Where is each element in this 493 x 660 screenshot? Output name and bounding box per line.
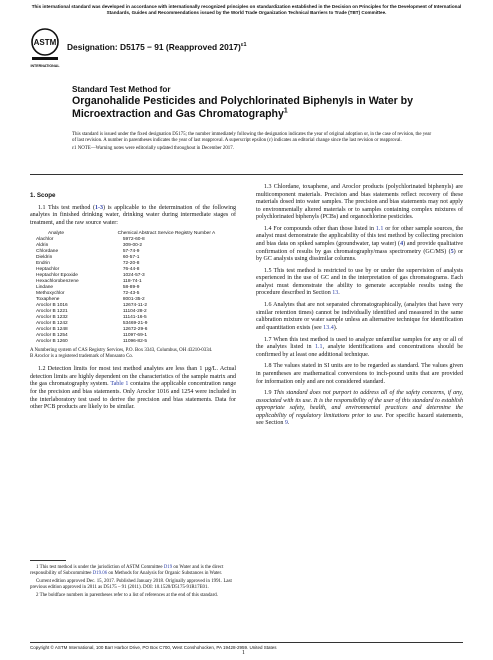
- section-13-link[interactable]: 13: [332, 290, 339, 297]
- reference-5-link[interactable]: 5: [450, 248, 454, 255]
- cas-number: 72-43-5: [122, 291, 140, 297]
- para-1-9: 1.9 This standard does not purport to address all of the safety concerns, if any, associated with its use. It is the responsibility of the user of this standard to establish appropriate safety, health, and environmental practices and determine the applicability of regulatory limitations prior to use. For specific hazard statements, see Section 9.: [256, 390, 463, 427]
- reference-link[interactable]: 1-3: [94, 204, 104, 211]
- cas-number: 8001-35-2: [122, 297, 145, 303]
- section-9-link[interactable]: 9: [284, 420, 288, 427]
- cas-number: 11141-16-5: [122, 315, 147, 321]
- cas-header: Chemical Abstract Service Registry Number A: [117, 231, 216, 237]
- table-note-a: A Numbering system of CAS Registry Services, P.O. Box 3343, Columbus, OH 43210-0334.: [30, 348, 213, 354]
- footnote-2: 2 The boldface numbers in parentheses refer to a list of references at the end of this standard.: [36, 593, 218, 598]
- cas-number: 1024-57-3: [122, 273, 145, 279]
- analyte-name: Aroclor B 1248: [36, 327, 68, 333]
- page-number: 1: [242, 650, 245, 656]
- cas-number: 12672-29-6: [122, 327, 148, 333]
- cas-number: 11104-28-2: [122, 309, 147, 315]
- analyte-name: Heptachlor Epoxide: [36, 273, 78, 279]
- title-line-1: Standard Test Method for: [72, 85, 171, 94]
- document-title: [72, 84, 432, 120]
- para-1-1: 1.1 This test method (1-3) is applicable to the determination of the following analytes in finished drinking water, drinking water during intermediate stages of treatment, and the raw source water:: [30, 204, 237, 226]
- intro-notes: [72, 132, 432, 154]
- analyte-name: Aroclor B 1254: [36, 333, 68, 339]
- analyte-name: Aroclor B 1016: [36, 303, 68, 309]
- svg-text:ASTM: ASTM: [33, 38, 57, 47]
- designation-explanation: This standard is issued under the fixed designation D5175; the number immediately following the designation indicates the year of original adoption or, in the case of revision, the year of last revision. A number in parentheses indicates the year of last reapproval. A superscript epsilon (ε) indicates an editorial change since the last revision or reapproval.: [72, 132, 432, 144]
- table-note-b: B Aroclor is a registered trademark of Monsanto Co.: [30, 354, 134, 360]
- cas-number: 118-74-1: [122, 279, 142, 285]
- analyte-name: Aroclor B 1242: [36, 321, 68, 327]
- analyte-name: Aldrin: [36, 243, 49, 249]
- para-1-8: 1.8 The values stated in SI units are to be regarded as standard. The values given in parentheses are mathematical conversions to inch-pound units that are provided for information only and are not considered standard.: [256, 363, 463, 385]
- table-notes: [30, 348, 236, 360]
- section-1-1-link-2[interactable]: 1.1: [315, 344, 323, 351]
- para-1-6: 1.6 Analytes that are not separated chromatographically, (analytes that have very similar retention times) cannot be individually identified and measured in the same calibration mixture or water sample unless an alternative technique for identification and quantitation exists (see 13.4).: [256, 302, 463, 331]
- table-1-link[interactable]: Table 1: [110, 381, 129, 388]
- cas-number: 72-20-8: [122, 261, 140, 267]
- cas-number: 11097-69-1: [122, 333, 148, 339]
- analyte-name: Aroclor B 1221: [36, 309, 68, 315]
- cas-number: 5972-60-8: [122, 237, 145, 243]
- footnotes: [30, 560, 236, 601]
- cas-number: 57-74-9: [122, 249, 140, 255]
- cas-number: 53469-21-9: [122, 321, 148, 327]
- analyte-name: Alachlor: [36, 237, 54, 243]
- para-1-4: 1.4 For compounds other than those listed in 1.1 or for other sample sources, the analyst must demonstrate the applicability of this test method by collecting precision and bias data on spiked samples (groundwater, tap water) (4) and provide qualitative confirmation of results by gas chromatography/mass spectrometry (GC/MS) (5) or by GC analysis using dissimilar columns.: [256, 225, 463, 263]
- divider: [30, 174, 463, 175]
- analyte-name: Endrin: [36, 261, 50, 267]
- subcommittee-link[interactable]: D19.06: [92, 571, 108, 576]
- tbt-notice: This international standard was developed in accordance with internationally recognized principles on standardization established in the Decision on Principles for the Development of International Standards, Guides and Recommendations issued by the World Trade Organization Technical Barriers to Trade (TBT) Committee.: [31, 4, 462, 15]
- cas-number: 76-44-8: [122, 267, 140, 273]
- title-line-2: Organohalide Pesticides and Polychlorinated Biphenyls in Water by Microextraction and Gas Chromatography$^1$: [72, 95, 414, 120]
- cas-number: 12674-11-2: [122, 303, 148, 309]
- para-1-5: 1.5 This test method is restricted to use by or under the supervision of analysts experienced in the use of GC and in the interpretation of gas chromatograms. Each analyst must demonstrate the ability to generate acceptable results using the procedure described in Section 13.: [256, 267, 463, 297]
- footnote-1-edition: Current edition approved Dec. 15, 2017. Published January 2018. Originally approved in 1991. Last previous edition approved in 2011 as D5175 – 91 (2011). DOI: 10.1520/D5175-91R17E01.: [30, 579, 232, 590]
- analyte-name: Aroclor B 1232: [36, 315, 68, 321]
- cas-number: 58-89-9: [122, 285, 140, 291]
- right-column: [256, 184, 463, 432]
- para-1-2: 1.2 Detection limits for most test method analytes are less than 1 µg/L. Actual detection limits are highly dependent on the characteristics of the sample matrix and the gas chromatography system. Table 1 contains the applicable concentration range for the precision and bias statements. Only Aroclor 1016 and 1254 were included in the interlaboratory test used to derive the precision and bias statements. Data for other PCB products are likely to be similar.: [30, 366, 236, 411]
- analyte-name: Heptachlor: [36, 267, 60, 273]
- analyte-table: [36, 231, 236, 345]
- astm-logo-icon: [30, 28, 60, 70]
- cas-number: 60-57-1: [122, 255, 140, 261]
- analyte-name: Lindane: [36, 285, 54, 291]
- table-row: [36, 339, 236, 345]
- copyright-footer: Copyright © ASTM International, 100 Barr Harbor Drive, PO Box C700, West Conshohocken, PA 19428-2959. United States: [30, 642, 463, 650]
- editorial-note: ε1 NOTE—Warning notes were editorially updated throughout in December 2017.: [72, 146, 234, 152]
- analyte-name: Dieldrin: [36, 255, 53, 261]
- para-1-7: 1.7 When this test method is used to analyze unfamiliar samples for any or all of the analytes listed in 1.1, analyte identifications and concentrations should be confirmed by at least one additional technique.: [256, 336, 463, 358]
- left-column: [30, 184, 236, 416]
- analyte-name: Chlordane: [36, 249, 59, 255]
- cas-number: 309-00-2: [122, 243, 143, 249]
- logo-wordmark: INTERNATIONAL: [30, 64, 60, 68]
- section-heading-scope: 1. Scope: [30, 192, 56, 199]
- reference-4-link[interactable]: 4: [400, 241, 404, 248]
- section-13-4-link[interactable]: 13.4: [323, 324, 334, 331]
- analyte-name: Toxaphene: [36, 297, 60, 303]
- footnote-1: 1 This test method is under the jurisdiction of ASTM Committee D19 on Water and is the direct responsibility of Subcommittee D19.06 on Methods for Analysis for Organic Substances in Water.: [30, 565, 224, 576]
- para-1-3: 1.3 Chlordane, toxaphene, and Aroclor products (polychlorinated biphenyls) are multicomponent materials. Precision and bias statements reflect recovery of these materials dosed into water samples. The precision and bias statements may not apply to environmentally altered materials or to samples containing complex mixtures of polychlorinated biphenyls (PCBs) and organochlorine pesticides.: [256, 184, 463, 221]
- analyte-name: Aroclor B 1260: [36, 339, 68, 345]
- cas-number: 11096-82-5: [122, 339, 148, 345]
- footnote-divider: [30, 560, 66, 561]
- committee-link[interactable]: D19: [163, 565, 173, 570]
- analyte-header: Analyte: [48, 231, 64, 237]
- analyte-name: Hexachlorobenzene: [36, 279, 79, 285]
- section-1-1-link[interactable]: 1.1: [375, 225, 384, 232]
- designation: Designation: D5175 − 91 (Reapproved 2017)$^{\varepsilon 1}$: [67, 42, 247, 52]
- analyte-name: Methoxychlor: [36, 291, 65, 297]
